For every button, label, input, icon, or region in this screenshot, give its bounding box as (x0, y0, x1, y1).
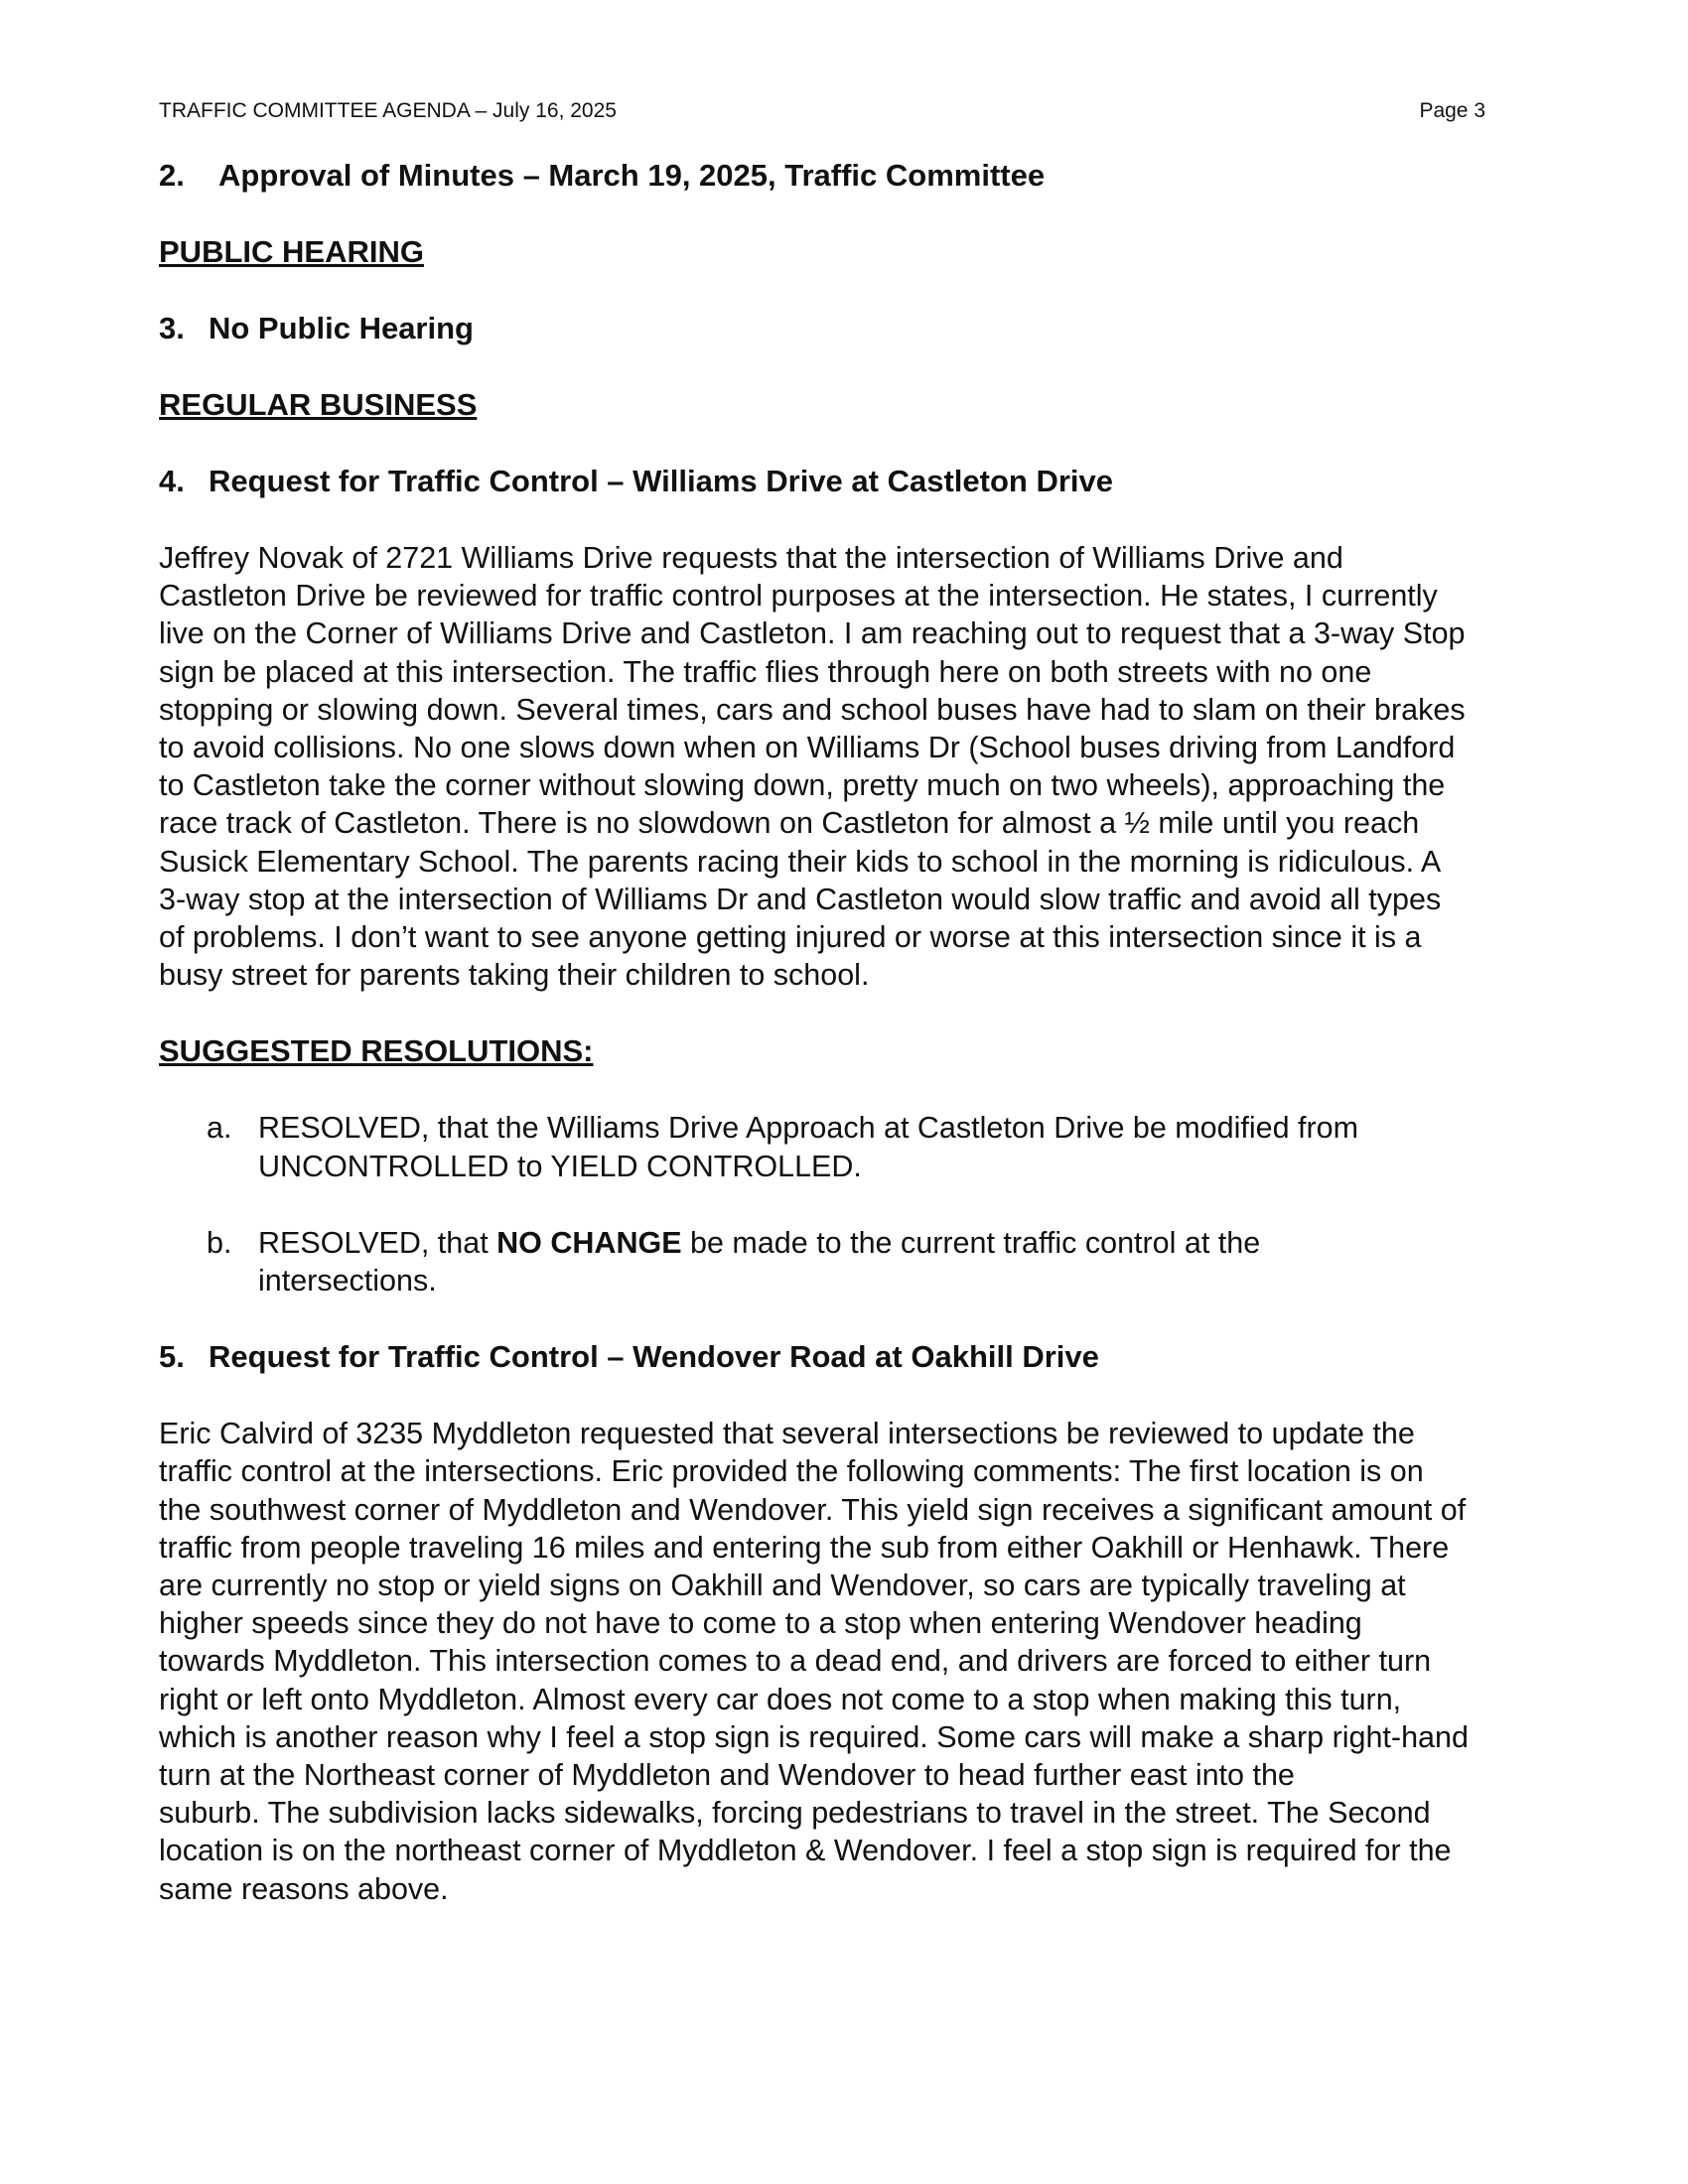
item-5-title: Request for Traffic Control – Wendover Road at Oakhill Drive (209, 1339, 1099, 1375)
item-3-heading (159, 310, 1549, 347)
item-4-number: 4. (159, 464, 185, 498)
resolution-a (207, 1109, 1549, 1184)
page-header (159, 99, 1485, 123)
item-4-line: sign be placed at this intersection. The traffic flies through here on both streets with no one (159, 654, 1372, 689)
public-hearing-label: PUBLIC HEARING (159, 234, 424, 269)
item-3-number: 3. (159, 311, 185, 345)
item-5-number: 5. (159, 1339, 185, 1375)
resolution-b (207, 1224, 1549, 1299)
item-4-body (159, 539, 1549, 994)
item-5-line: suburb. The subdivision lacks sidewalks, forcing pedestrians to travel in the street. The Second (159, 1796, 1431, 1831)
regular-business-label: REGULAR BUSINESS (159, 387, 478, 422)
item-5-line: higher speeds since they do not have to come to a stop when entering Wendover heading (159, 1606, 1362, 1641)
item-5-line: which is another reason why I feel a stop sign is required. Some cars will make a sharp right-hand (159, 1719, 1469, 1754)
resolution-b-emphasis: NO CHANGE (496, 1225, 682, 1260)
resolution-a-marker: a. (207, 1111, 232, 1146)
item-4-line: busy street for parents taking their children to school. (159, 958, 870, 993)
item-4-line: Susick Elementary School. The parents racing their kids to school in the morning is ridiculous. A (159, 844, 1442, 879)
item-5-line: turn at the Northeast corner of Myddleton and Wendover to head further east into the (159, 1758, 1295, 1793)
item-4-title: Request for Traffic Control – Williams Drive at Castleton Drive (209, 464, 1113, 498)
suggested-resolutions-label: SUGGESTED RESOLUTIONS: (159, 1033, 594, 1069)
resolution-b-text (258, 1224, 1260, 1299)
item-5-line: the southwest corner of Myddleton and Wendover. This yield sign receives a significant amount of (159, 1492, 1467, 1527)
item-4-line: 3-way stop at the intersection of Williams Dr and Castleton would slow traffic and avoid all types (159, 882, 1442, 916)
item-5-line: Eric Calvird of 3235 Myddleton requested that several intersections be reviewed to update the (159, 1417, 1415, 1451)
item-3-title: No Public Hearing (209, 311, 474, 345)
item-2-title: Approval of Minutes – March 19, 2025, Traffic Committee (218, 158, 1046, 193)
resolution-b-line (258, 1224, 1260, 1262)
resolution-b-line: intersections. (258, 1264, 437, 1298)
agenda-content (159, 157, 1549, 1908)
resolution-b-pre: RESOLVED, that (258, 1225, 497, 1260)
resolution-a-line: UNCONTROLLED to YIELD CONTROLLED. (258, 1149, 862, 1183)
item-4-line: live on the Corner of Williams Drive and Castleton. I am reaching out to request that a 3-way Stop (159, 616, 1466, 651)
resolution-a-line: RESOLVED, that the Williams Drive Approach at Castleton Drive be modified from (258, 1111, 1359, 1146)
item-5-line: right or left onto Myddleton. Almost every car does not come to a stop when making this turn, (159, 1682, 1402, 1716)
item-5-line: same reasons above. (159, 1871, 449, 1906)
page-number: Page 3 (1419, 99, 1485, 122)
item-4-line: race track of Castleton. There is no slowdown on Castleton for almost a ½ mile until you reach (159, 806, 1420, 841)
item-2-heading (159, 157, 1549, 195)
resolution-b-marker: b. (207, 1225, 232, 1260)
item-4-line: to Castleton take the corner without slowing down, pretty much on two wheels), approaching the (159, 768, 1446, 803)
item-4-line: stopping or slowing down. Several times, cars and school buses have had to slam on their brakes (159, 692, 1466, 727)
item-5-heading (159, 1338, 1549, 1376)
item-4-line: Castleton Drive be reviewed for traffic control purposes at the intersection. He states, I currently (159, 579, 1438, 614)
item-5-line: traffic from people traveling 16 miles and entering the sub from either Oakhill or Henhawk. There (159, 1530, 1450, 1565)
item-5-line: are currently no stop or yield signs on Oakhill and Wendover, so cars are typically traveling at (159, 1569, 1406, 1603)
item-4-line: Jeffrey Novak of 2721 Williams Drive requests that the intersection of Williams Drive and (159, 541, 1343, 575)
item-5-line: traffic control at the intersections. Eric provided the following comments: The first location is on (159, 1454, 1424, 1489)
resolution-a-text (258, 1109, 1358, 1184)
item-4-heading (159, 463, 1549, 500)
item-5-body (159, 1415, 1549, 1908)
item-2-number: 2. (159, 158, 185, 193)
item-5-line: towards Myddleton. This intersection comes to a dead end, and drivers are forced to either turn (159, 1644, 1432, 1679)
resolution-b-post: be made to the current traffic control at the (681, 1225, 1261, 1260)
item-4-line: to avoid collisions. No one slows down when on Williams Dr (School buses driving from Landford (159, 731, 1456, 765)
item-5-line: location is on the northeast corner of Myddleton & Wendover. I feel a stop sign is required for the (159, 1834, 1452, 1868)
header-title: TRAFFIC COMMITTEE AGENDA – July 16, 2025 (159, 99, 617, 122)
item-4-line: of problems. I don’t want to see anyone getting injured or worse at this intersection since it is a (159, 920, 1422, 955)
